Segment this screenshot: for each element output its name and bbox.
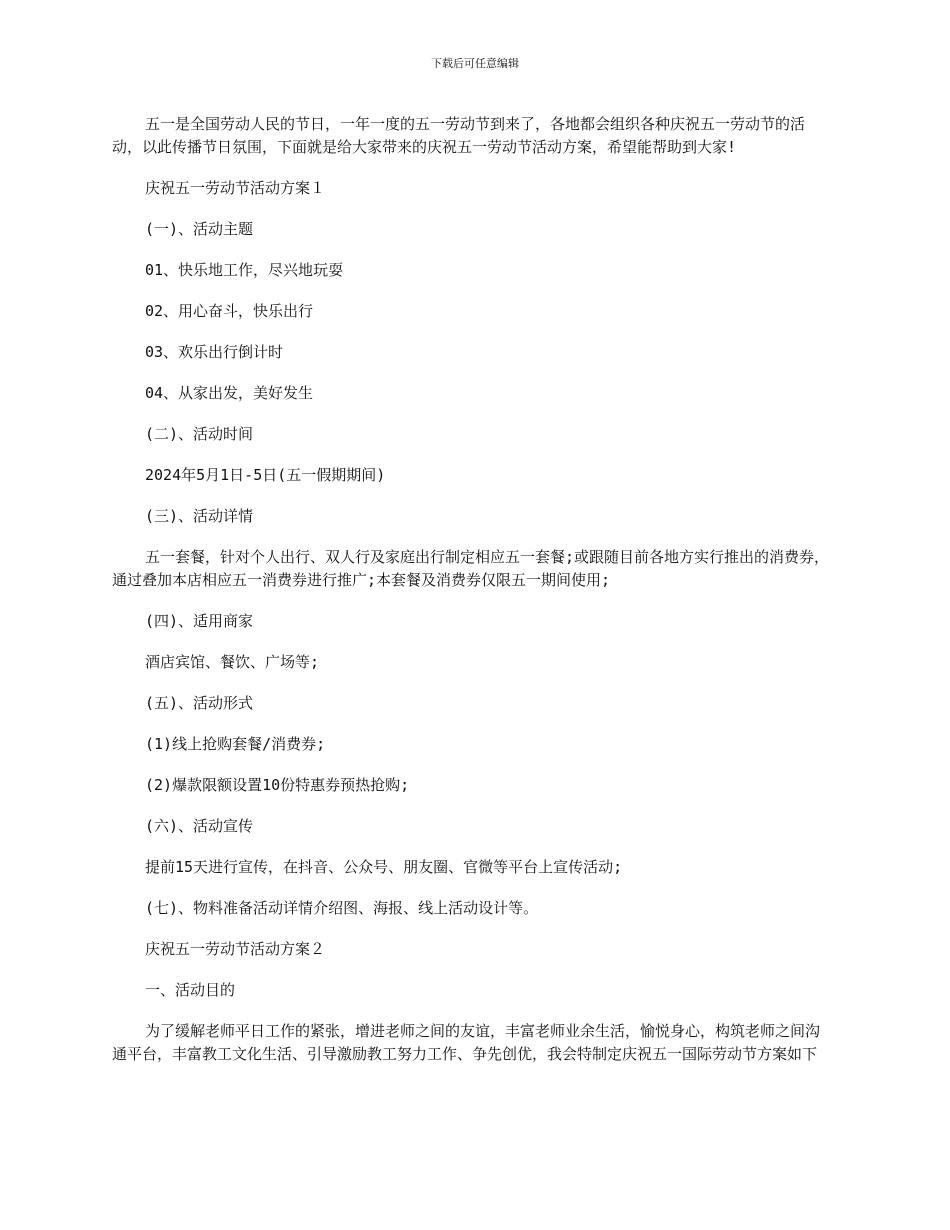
format-item-1: (1)线上抢购套餐/消费券;	[145, 735, 326, 753]
section-purpose-heading: 一、活动目的	[145, 981, 236, 999]
section-time-heading: (二)、活动时间	[145, 425, 254, 443]
section-theme-heading: (一)、活动主题	[145, 220, 254, 238]
plan-2-heading: 庆祝五一劳动节活动方案２	[145, 940, 326, 958]
plan-1-heading: 庆祝五一劳动节活动方案１	[145, 179, 326, 197]
intro-paragraph: 五一是全国劳动人民的节日，一年一度的五一劳动节到来了，各地都会组织各种庆祝五一劳动节的活动，以此传播节日氛围，下面就是给大家带来的庆祝五一劳动节活动方案，希望能帮助到大家!	[112, 115, 806, 156]
merchants-text: 酒店宾馆、餐饮、广场等;	[145, 653, 320, 671]
document-body	[112, 113, 830, 1084]
purpose-paragraph: 为了缓解老师平日工作的紧张，增进老师之间的友谊，丰富老师业余生活，愉悦身心，构筑老师之间沟通平台，丰富教工文化生活、引导激励教工努力工作、争先创优，我会特制定庆祝五一国际劳动节方案如下	[112, 1022, 821, 1063]
theme-item-03: 03、欢乐出行倒计时	[145, 343, 284, 361]
page-header-note: 下载后可任意编辑	[431, 57, 519, 70]
activity-time-text: 2024年5月1日-5日(五一假期期间)	[145, 466, 386, 484]
section-promotion-heading: (六)、活动宣传	[145, 817, 254, 835]
theme-item-02: 02、用心奋斗，快乐出行	[145, 302, 314, 320]
details-paragraph: 五一套餐，针对个人出行、双人行及家庭出行制定相应五一套餐;或跟随目前各地方实行推出的消费券，通过叠加本店相应五一消费券进行推广;本套餐及消费券仅限五一期间使用;	[112, 548, 830, 589]
theme-item-04: 04、从家出发，美好发生	[145, 384, 314, 402]
format-item-2: (2)爆款限额设置10份特惠券预热抢购;	[145, 776, 410, 794]
promotion-text: 提前15天进行宣传，在抖音、公众号、朋友圈、官微等平台上宣传活动;	[145, 858, 623, 876]
section-format-heading: (五)、活动形式	[145, 694, 254, 712]
section-details-heading: (三)、活动详情	[145, 507, 254, 525]
section-merchants-heading: (四)、适用商家	[145, 612, 254, 630]
theme-item-01: 01、快乐地工作，尽兴地玩耍	[145, 261, 344, 279]
section-materials-text: (七)、物料准备活动详情介绍图、海报、线上活动设计等。	[145, 899, 539, 917]
